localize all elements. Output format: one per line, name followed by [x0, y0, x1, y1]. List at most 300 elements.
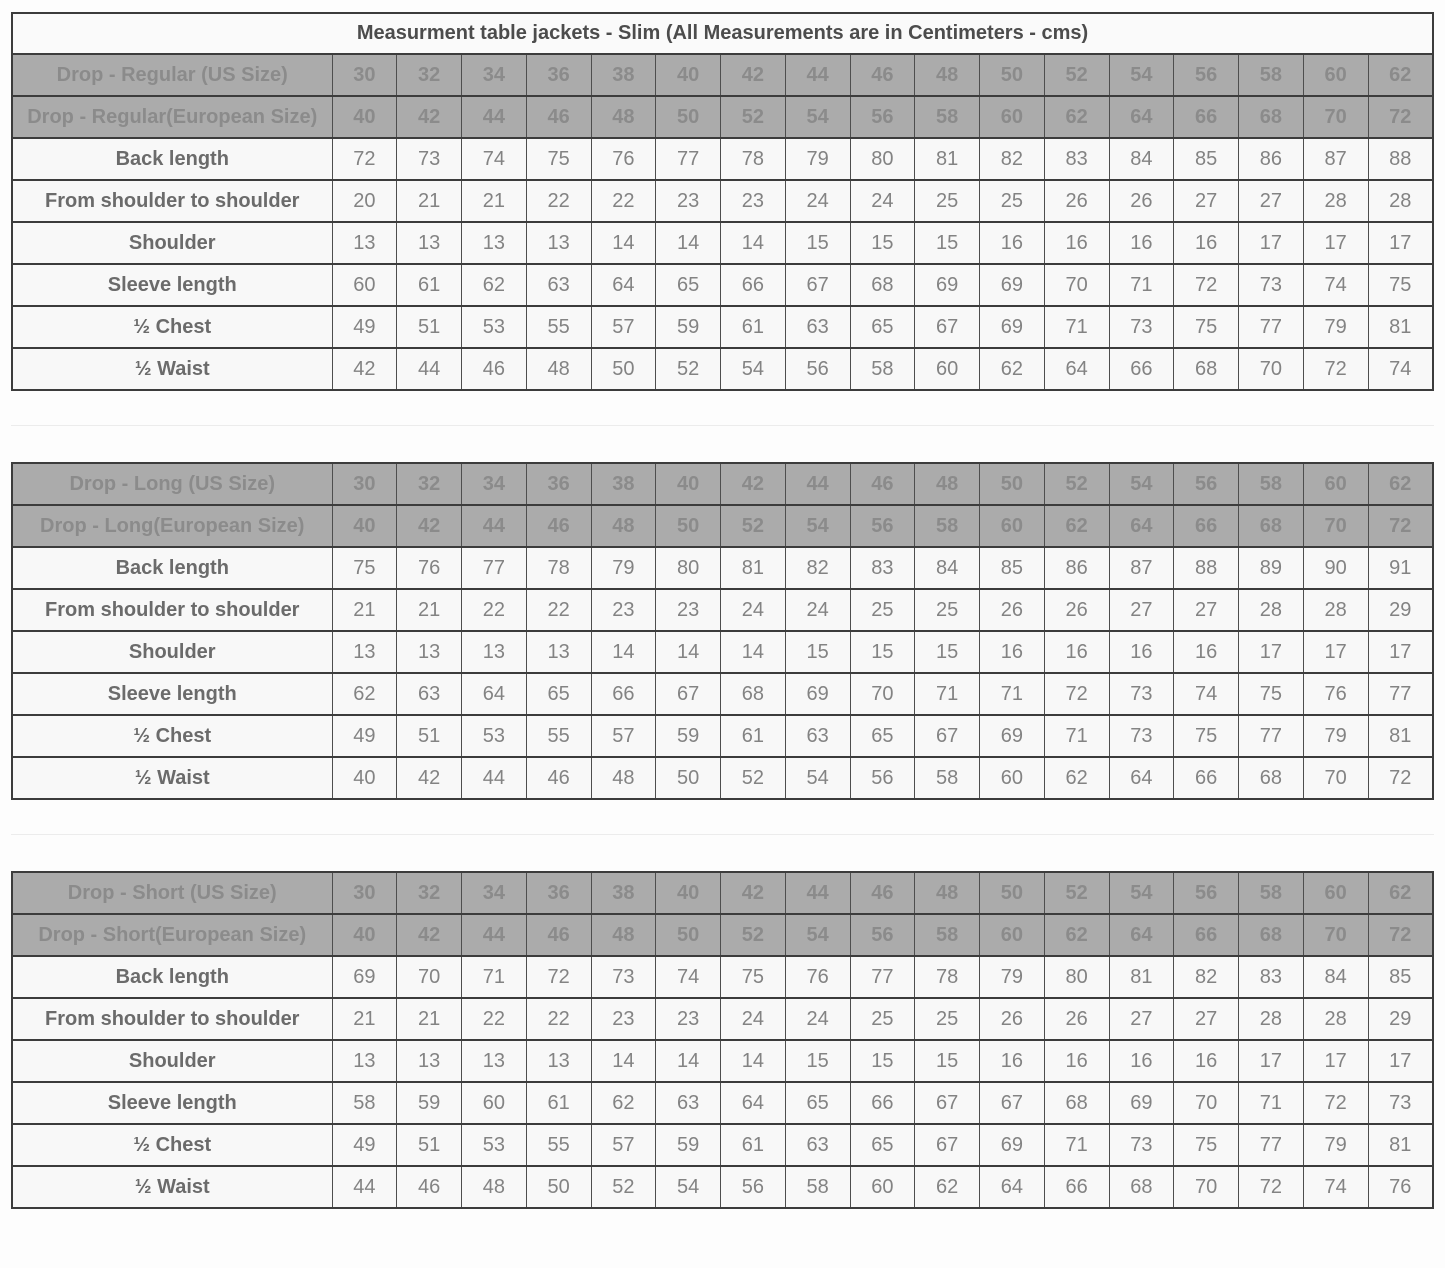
measurement-value-cell: 74 [462, 138, 527, 180]
measurement-value-cell: 77 [1239, 1124, 1304, 1166]
size-value-cell: 60 [980, 505, 1045, 547]
measurement-value-cell: 73 [1109, 715, 1174, 757]
measurement-row-label: Shoulder [12, 222, 332, 264]
measurement-value-cell: 59 [656, 1124, 721, 1166]
measurement-value-cell: 84 [1109, 138, 1174, 180]
measurement-value-cell: 63 [656, 1082, 721, 1124]
measurement-value-cell: 62 [332, 673, 397, 715]
measurement-value-cell: 70 [1239, 348, 1304, 390]
measurement-value-cell: 72 [1044, 673, 1109, 715]
size-value-cell: 52 [1044, 54, 1109, 96]
measurement-value-cell: 68 [1109, 1166, 1174, 1208]
measurement-value-cell: 88 [1174, 547, 1239, 589]
size-value-cell: 48 [591, 96, 656, 138]
size-value-cell: 40 [656, 463, 721, 505]
measurement-value-cell: 14 [656, 1040, 721, 1082]
size-value-cell: 54 [785, 914, 850, 956]
measurement-value-cell: 21 [397, 180, 462, 222]
size-value-cell: 46 [526, 914, 591, 956]
size-value-cell: 44 [462, 914, 527, 956]
size-value-cell: 44 [462, 505, 527, 547]
measurement-value-cell: 16 [1174, 222, 1239, 264]
measurement-value-cell: 58 [332, 1082, 397, 1124]
size-value-cell: 52 [721, 505, 786, 547]
measurement-value-cell: 13 [526, 222, 591, 264]
measurement-value-cell: 69 [332, 956, 397, 998]
measurement-value-cell: 55 [526, 715, 591, 757]
measurement-value-cell: 79 [980, 956, 1045, 998]
measurement-value-cell: 64 [591, 264, 656, 306]
size-value-cell: 50 [656, 505, 721, 547]
measurement-value-cell: 77 [1239, 715, 1304, 757]
size-value-cell: 54 [1109, 872, 1174, 914]
size-value-cell: 58 [915, 505, 980, 547]
measurement-value-cell: 81 [1368, 306, 1433, 348]
measurement-value-cell: 26 [980, 589, 1045, 631]
measurement-value-cell: 76 [1368, 1166, 1433, 1208]
measurement-value-cell: 78 [721, 138, 786, 180]
measurement-value-cell: 84 [1303, 956, 1368, 998]
size-value-cell: 48 [915, 872, 980, 914]
section-long-table [11, 462, 1434, 800]
measurement-value-cell: 77 [1368, 673, 1433, 715]
measurement-row [12, 1124, 1433, 1166]
size-value-cell: 38 [591, 54, 656, 96]
measurement-value-cell: 74 [1303, 264, 1368, 306]
measurement-value-cell: 15 [915, 631, 980, 673]
size-value-cell: 72 [1368, 914, 1433, 956]
measurement-value-cell: 78 [526, 547, 591, 589]
measurement-row [12, 673, 1433, 715]
size-value-cell: 36 [526, 54, 591, 96]
measurement-value-cell: 16 [1044, 222, 1109, 264]
measurement-value-cell: 88 [1368, 138, 1433, 180]
size-value-cell: 42 [397, 96, 462, 138]
measurement-value-cell: 26 [1044, 180, 1109, 222]
measurement-row [12, 757, 1433, 799]
measurement-value-cell: 87 [1303, 138, 1368, 180]
measurement-value-cell: 72 [1239, 1166, 1304, 1208]
measurement-value-cell: 56 [850, 757, 915, 799]
measurement-value-cell: 91 [1368, 547, 1433, 589]
measurement-value-cell: 76 [785, 956, 850, 998]
measurement-row-label: ½ Chest [12, 306, 332, 348]
measurement-value-cell: 60 [915, 348, 980, 390]
measurement-value-cell: 48 [591, 757, 656, 799]
measurement-value-cell: 71 [1044, 306, 1109, 348]
measurement-value-cell: 73 [397, 138, 462, 180]
measurement-row-label: ½ Waist [12, 348, 332, 390]
divider-line [11, 834, 1434, 835]
measurement-value-cell: 64 [721, 1082, 786, 1124]
measurement-value-cell: 15 [850, 631, 915, 673]
measurement-value-cell: 23 [656, 180, 721, 222]
measurement-value-cell: 25 [915, 589, 980, 631]
measurement-value-cell: 82 [980, 138, 1045, 180]
measurement-value-cell: 73 [1239, 264, 1304, 306]
measurement-value-cell: 14 [721, 1040, 786, 1082]
measurement-value-cell: 63 [785, 715, 850, 757]
size-value-cell: 50 [980, 872, 1045, 914]
measurement-value-cell: 57 [591, 715, 656, 757]
size-value-cell: 62 [1044, 914, 1109, 956]
measurement-value-cell: 90 [1303, 547, 1368, 589]
measurement-value-cell: 75 [526, 138, 591, 180]
measurement-value-cell: 66 [1109, 348, 1174, 390]
measurement-value-cell: 59 [656, 306, 721, 348]
measurement-value-cell: 27 [1174, 998, 1239, 1040]
measurement-value-cell: 27 [1174, 589, 1239, 631]
measurement-value-cell: 27 [1239, 180, 1304, 222]
measurement-value-cell: 13 [332, 222, 397, 264]
measurement-value-cell: 67 [915, 1124, 980, 1166]
measurement-value-cell: 17 [1303, 1040, 1368, 1082]
measurement-value-cell: 71 [1044, 715, 1109, 757]
measurement-value-cell: 72 [526, 956, 591, 998]
measurement-row [12, 631, 1433, 673]
measurement-value-cell: 53 [462, 306, 527, 348]
measurement-value-cell: 15 [785, 1040, 850, 1082]
measurement-value-cell: 22 [526, 589, 591, 631]
measurement-value-cell: 71 [1239, 1082, 1304, 1124]
measurement-row [12, 306, 1433, 348]
measurement-value-cell: 74 [1368, 348, 1433, 390]
measurement-value-cell: 65 [850, 306, 915, 348]
measurement-row-label: From shoulder to shoulder [12, 998, 332, 1040]
measurement-value-cell: 23 [656, 589, 721, 631]
measurement-value-cell: 14 [721, 222, 786, 264]
measurement-row [12, 715, 1433, 757]
size-value-cell: 52 [1044, 872, 1109, 914]
measurement-value-cell: 14 [721, 631, 786, 673]
measurement-value-cell: 78 [915, 956, 980, 998]
measurement-value-cell: 17 [1303, 631, 1368, 673]
measurement-row [12, 1082, 1433, 1124]
measurement-value-cell: 13 [332, 631, 397, 673]
measurement-value-cell: 25 [850, 998, 915, 1040]
measurement-value-cell: 54 [785, 757, 850, 799]
size-value-cell: 44 [462, 96, 527, 138]
measurement-value-cell: 79 [1303, 715, 1368, 757]
measurement-value-cell: 16 [980, 222, 1045, 264]
measurement-value-cell: 76 [591, 138, 656, 180]
measurement-value-cell: 26 [980, 998, 1045, 1040]
measurement-value-cell: 16 [1174, 1040, 1239, 1082]
size-value-cell: 46 [850, 463, 915, 505]
measurement-value-cell: 49 [332, 306, 397, 348]
measurement-value-cell: 79 [785, 138, 850, 180]
measurement-row [12, 222, 1433, 264]
measurement-row [12, 589, 1433, 631]
measurement-value-cell: 70 [1174, 1082, 1239, 1124]
measurement-value-cell: 46 [397, 1166, 462, 1208]
size-value-cell: 58 [1239, 872, 1304, 914]
measurement-value-cell: 81 [915, 138, 980, 180]
measurement-value-cell: 58 [785, 1166, 850, 1208]
measurement-value-cell: 14 [591, 1040, 656, 1082]
measurement-value-cell: 26 [1044, 589, 1109, 631]
measurement-row [12, 998, 1433, 1040]
measurement-row-label: Back length [12, 547, 332, 589]
measurement-row [12, 547, 1433, 589]
size-value-cell: 56 [850, 96, 915, 138]
size-value-cell: 60 [1303, 463, 1368, 505]
size-value-cell: 52 [721, 914, 786, 956]
measurement-value-cell: 69 [1109, 1082, 1174, 1124]
measurement-value-cell: 13 [462, 1040, 527, 1082]
measurement-value-cell: 59 [656, 715, 721, 757]
size-value-cell: 56 [1174, 54, 1239, 96]
measurement-value-cell: 26 [1044, 998, 1109, 1040]
measurement-value-cell: 14 [591, 222, 656, 264]
measurement-value-cell: 24 [785, 589, 850, 631]
size-value-cell: 36 [526, 872, 591, 914]
measurement-value-cell: 25 [915, 998, 980, 1040]
measurement-value-cell: 75 [332, 547, 397, 589]
measurement-value-cell: 60 [980, 757, 1045, 799]
size-value-cell: 60 [1303, 872, 1368, 914]
measurement-value-cell: 21 [332, 589, 397, 631]
measurement-value-cell: 79 [1303, 1124, 1368, 1166]
measurement-value-cell: 52 [721, 757, 786, 799]
measurement-value-cell: 42 [397, 757, 462, 799]
measurement-value-cell: 62 [1044, 757, 1109, 799]
measurement-value-cell: 62 [980, 348, 1045, 390]
size-value-cell: 38 [591, 872, 656, 914]
size-value-cell: 44 [785, 54, 850, 96]
size-value-cell: 44 [785, 872, 850, 914]
measurement-value-cell: 81 [1368, 715, 1433, 757]
measurement-value-cell: 68 [1239, 757, 1304, 799]
measurement-value-cell: 82 [785, 547, 850, 589]
size-value-cell: 48 [591, 914, 656, 956]
measurement-value-cell: 16 [1044, 1040, 1109, 1082]
measurement-value-cell: 16 [1109, 1040, 1174, 1082]
size-value-cell: 54 [1109, 54, 1174, 96]
measurement-value-cell: 51 [397, 306, 462, 348]
size-value-cell: 62 [1044, 505, 1109, 547]
size-value-cell: 72 [1368, 96, 1433, 138]
measurement-value-cell: 80 [1044, 956, 1109, 998]
measurement-value-cell: 79 [591, 547, 656, 589]
measurement-value-cell: 16 [980, 631, 1045, 673]
measurement-value-cell: 17 [1239, 631, 1304, 673]
measurement-value-cell: 77 [850, 956, 915, 998]
measurement-value-cell: 68 [1174, 348, 1239, 390]
measurement-value-cell: 25 [980, 180, 1045, 222]
measurement-value-cell: 67 [785, 264, 850, 306]
measurement-value-cell: 69 [980, 715, 1045, 757]
measurement-value-cell: 28 [1303, 180, 1368, 222]
measurement-value-cell: 60 [332, 264, 397, 306]
measurement-value-cell: 21 [397, 998, 462, 1040]
measurement-value-cell: 13 [526, 631, 591, 673]
size-value-cell: 40 [656, 872, 721, 914]
measurement-value-cell: 71 [980, 673, 1045, 715]
size-row-label: Drop - Short (US Size) [12, 872, 332, 914]
measurement-row-label: Back length [12, 138, 332, 180]
size-value-cell: 58 [1239, 463, 1304, 505]
measurement-value-cell: 76 [397, 547, 462, 589]
measurement-row [12, 180, 1433, 222]
measurement-value-cell: 17 [1368, 631, 1433, 673]
measurement-value-cell: 16 [980, 1040, 1045, 1082]
measurement-value-cell: 14 [656, 222, 721, 264]
measurement-value-cell: 70 [1044, 264, 1109, 306]
measurement-row-label: Shoulder [12, 1040, 332, 1082]
measurement-value-cell: 15 [915, 1040, 980, 1082]
measurement-value-cell: 81 [1368, 1124, 1433, 1166]
measurement-value-cell: 29 [1368, 998, 1433, 1040]
measurement-value-cell: 63 [785, 306, 850, 348]
measurement-value-cell: 23 [721, 180, 786, 222]
measurement-value-cell: 67 [656, 673, 721, 715]
measurement-value-cell: 21 [462, 180, 527, 222]
measurement-value-cell: 80 [656, 547, 721, 589]
size-row-label: Drop - Regular(European Size) [12, 96, 332, 138]
size-value-cell: 42 [721, 463, 786, 505]
measurement-value-cell: 68 [721, 673, 786, 715]
measurement-value-cell: 16 [1109, 631, 1174, 673]
measurement-value-cell: 69 [785, 673, 850, 715]
measurement-value-cell: 54 [656, 1166, 721, 1208]
measurement-value-cell: 29 [1368, 589, 1433, 631]
measurement-value-cell: 13 [526, 1040, 591, 1082]
measurement-value-cell: 63 [526, 264, 591, 306]
measurement-value-cell: 66 [850, 1082, 915, 1124]
measurement-value-cell: 63 [785, 1124, 850, 1166]
size-value-cell: 40 [332, 505, 397, 547]
measurement-value-cell: 65 [526, 673, 591, 715]
measurement-value-cell: 72 [1303, 1082, 1368, 1124]
size-value-cell: 70 [1303, 96, 1368, 138]
size-header-row [12, 505, 1433, 547]
measurement-value-cell: 21 [332, 998, 397, 1040]
size-value-cell: 58 [1239, 54, 1304, 96]
measurement-value-cell: 67 [915, 306, 980, 348]
measurement-value-cell: 23 [591, 589, 656, 631]
measurement-value-cell: 53 [462, 1124, 527, 1166]
measurement-value-cell: 27 [1109, 998, 1174, 1040]
measurement-value-cell: 73 [1109, 673, 1174, 715]
measurement-value-cell: 44 [462, 757, 527, 799]
size-value-cell: 48 [591, 505, 656, 547]
size-value-cell: 38 [591, 463, 656, 505]
measurement-value-cell: 82 [1174, 956, 1239, 998]
measurement-value-cell: 15 [850, 1040, 915, 1082]
size-value-cell: 48 [915, 54, 980, 96]
measurement-row [12, 138, 1433, 180]
measurement-value-cell: 75 [1174, 306, 1239, 348]
section-divider [11, 391, 1434, 462]
measurement-value-cell: 24 [785, 180, 850, 222]
measurement-value-cell: 25 [915, 180, 980, 222]
measurement-value-cell: 48 [526, 348, 591, 390]
measurement-value-cell: 84 [915, 547, 980, 589]
size-value-cell: 66 [1174, 96, 1239, 138]
measurement-value-cell: 42 [332, 348, 397, 390]
measurement-value-cell: 14 [656, 631, 721, 673]
measurement-value-cell: 46 [526, 757, 591, 799]
measurement-value-cell: 83 [1044, 138, 1109, 180]
size-value-cell: 56 [1174, 872, 1239, 914]
measurement-row [12, 1166, 1433, 1208]
measurement-value-cell: 26 [1109, 180, 1174, 222]
measurement-value-cell: 75 [1174, 715, 1239, 757]
section-long-body [12, 463, 1433, 799]
size-value-cell: 58 [915, 96, 980, 138]
measurement-value-cell: 50 [591, 348, 656, 390]
measurement-value-cell: 58 [915, 757, 980, 799]
measurement-row [12, 348, 1433, 390]
measurement-value-cell: 51 [397, 715, 462, 757]
measurement-value-cell: 66 [1044, 1166, 1109, 1208]
measurement-value-cell: 71 [915, 673, 980, 715]
measurement-value-cell: 24 [785, 998, 850, 1040]
size-value-cell: 44 [785, 463, 850, 505]
size-value-cell: 56 [850, 914, 915, 956]
size-value-cell: 62 [1368, 872, 1433, 914]
size-value-cell: 32 [397, 54, 462, 96]
measurement-value-cell: 71 [462, 956, 527, 998]
measurement-value-cell: 27 [1109, 589, 1174, 631]
section-short-table [11, 871, 1434, 1209]
table-title-row [12, 13, 1433, 54]
measurement-value-cell: 70 [1303, 757, 1368, 799]
size-header-row [12, 463, 1433, 505]
measurement-value-cell: 21 [397, 589, 462, 631]
measurement-value-cell: 65 [785, 1082, 850, 1124]
table-title: Measurment table jackets - Slim (All Measurements are in Centimeters - cms) [12, 13, 1433, 54]
measurement-value-cell: 83 [850, 547, 915, 589]
measurement-value-cell: 15 [785, 631, 850, 673]
measurement-value-cell: 70 [850, 673, 915, 715]
measurement-value-cell: 22 [526, 180, 591, 222]
measurement-value-cell: 73 [591, 956, 656, 998]
measurement-value-cell: 22 [591, 180, 656, 222]
size-row-label: Drop - Long(European Size) [12, 505, 332, 547]
section-regular-table [11, 12, 1434, 391]
measurement-value-cell: 13 [462, 631, 527, 673]
size-value-cell: 70 [1303, 914, 1368, 956]
size-value-cell: 58 [915, 914, 980, 956]
measurement-value-cell: 74 [1174, 673, 1239, 715]
size-value-cell: 46 [526, 96, 591, 138]
size-value-cell: 30 [332, 54, 397, 96]
measurement-value-cell: 13 [462, 222, 527, 264]
measurement-value-cell: 87 [1109, 547, 1174, 589]
measurement-value-cell: 69 [915, 264, 980, 306]
size-value-cell: 62 [1044, 96, 1109, 138]
measurement-value-cell: 55 [526, 306, 591, 348]
measurement-row [12, 264, 1433, 306]
measurement-value-cell: 69 [980, 306, 1045, 348]
measurement-value-cell: 62 [591, 1082, 656, 1124]
measurement-value-cell: 24 [850, 180, 915, 222]
size-value-cell: 34 [462, 54, 527, 96]
measurement-value-cell: 74 [656, 956, 721, 998]
measurement-value-cell: 55 [526, 1124, 591, 1166]
measurement-value-cell: 69 [980, 264, 1045, 306]
measurement-value-cell: 17 [1239, 222, 1304, 264]
size-value-cell: 46 [850, 872, 915, 914]
size-value-cell: 52 [1044, 463, 1109, 505]
size-value-cell: 54 [785, 96, 850, 138]
measurement-value-cell: 28 [1303, 998, 1368, 1040]
measurement-row-label: ½ Waist [12, 757, 332, 799]
size-value-cell: 64 [1109, 914, 1174, 956]
measurement-value-cell: 72 [1174, 264, 1239, 306]
